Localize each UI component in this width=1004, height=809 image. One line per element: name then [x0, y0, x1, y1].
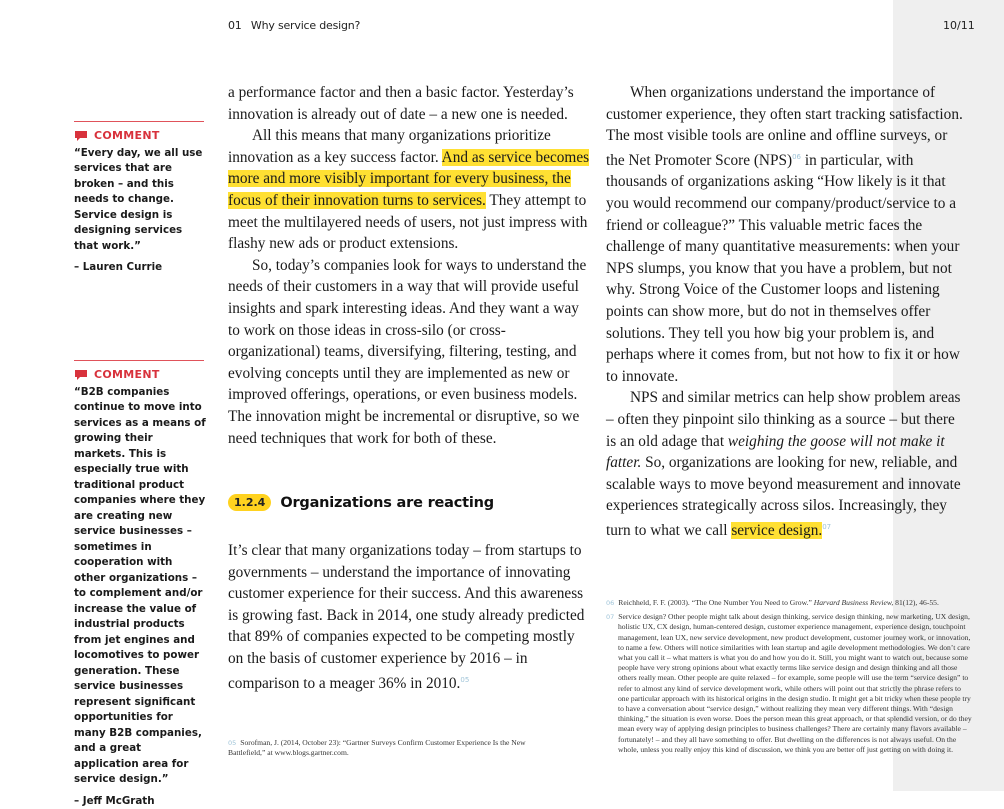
sidebar-comment: [74, 121, 206, 276]
paragraph: So, today’s companies look for ways to understand the needs of their customers in a way that will provide useful insights and spark interesting ideas. And they want a way to work on those ideas in cross-silo (or cross-organizational) teams, diversifying, filtering, testing, and evolving concepts until they are implemented as new or improved offerings, operations, or even business models. The innovation might be incremental or disruptive, so we need techniques that work for both of these.: [228, 255, 590, 449]
footnote: [606, 598, 972, 608]
footnote: [228, 738, 558, 758]
paragraph: [606, 387, 968, 541]
paragraph-text: All this means that many organizations prioritize innovation as a key success factor.: [228, 127, 551, 166]
comment-author: – Lauren Currie: [74, 260, 206, 276]
footnote-number: 07: [606, 613, 614, 621]
footnote-number: 05: [228, 739, 236, 747]
comment-divider: [74, 121, 204, 122]
paragraph-text: So, organizations are looking for new, reliable, and scalable ways to move beyond measurement and innovate experiences strategically across silos. Increasingly, they turn to what we call: [606, 454, 961, 539]
paragraph-text: NPS and similar metrics can help show problem areas – often they pinpoint silo thinking as a source – but there is an old adage that: [606, 389, 961, 449]
section-number-badge: 1.2.4: [228, 494, 271, 511]
footnote-ref[interactable]: 07: [822, 523, 831, 531]
footnote-text: Reichheld, F. F. (2003). “The One Number You Need to Grow.”: [618, 598, 813, 607]
italic-phrase: weighing the goose will not make it fatter.: [606, 433, 945, 472]
comment-header: [74, 128, 206, 144]
footnote-number: 06: [606, 599, 614, 607]
highlighted-text[interactable]: And as service becomes more and more visibly important for every business, the focus of their innovation turns to services.: [228, 149, 589, 209]
footnote-ref[interactable]: 06: [792, 153, 801, 161]
comment-author: – Jeff McGrath: [74, 794, 206, 809]
page-indicator: 10/11: [943, 19, 975, 32]
comment-header: [74, 367, 206, 383]
footnotes-right: [606, 598, 972, 755]
speech-bubble-icon: [74, 369, 88, 381]
footnote-text: Service design? Other people might talk about design thinking, service design thinking, new marketing, UX design, holistic UX, CX design, human-centered design, customer experience management, experience design, touchpoint management, lean UX, new service development, new product development, customer journey work, or innovation, to name a few. Others will notice similarities with lean startup and agile development methodologies. We don’t care what you call it – what matters is what you do and how you do it. Still, you might want to watch out, because some people have very strong opinions about what exactly terms like service design and design thinking and all those others really mean. Other people are quite relaxed – for example, some people will use the term “service design” to refer to almost any kind of service development work, while others will point out that strictly the phrase refers to one particular approach with its historical origins in the design studio. It might get a bit tricky when these people try to have a conversation about “service design,” without realizing they mean very different things. With “design thinking,” the situation is even worse. Does the person mean this great approach, or that splendid version, or do they mean every way of applying design principles to business challenges? There are certainly many flavors available – fortunately! – and they all have something to offer. But dwelling on the differences is not always useful. On the whole, unless you really enjoy this kind of discussion, we think you are better off just getting on with doing it.: [618, 612, 972, 754]
comment-quote: “B2B companies continue to move into services as a means of growing their markets. This is especially true with traditional product companies where they are creating new service businesses – sometimes in cooperation with other organizations – to complement and/or increase the value of industrial products from jet engines and locomotives to power generation. These service businesses represent significant opportunities for many B2B companies, and a great application area for service design.”: [74, 385, 206, 788]
paragraph: a performance factor and then a basic factor. Yesterday’s innovation is already out of date – a new one is needed.: [228, 82, 590, 125]
comment-quote: “Every day, we all use services that are broken – and this needs to change. Service design is designing services that work.”: [74, 146, 206, 255]
highlighted-text[interactable]: service design.: [731, 522, 822, 539]
paragraph-text: They attempt to meet the multilayered needs of users, not just impress with flashy new ads or product extensions.: [228, 192, 587, 252]
speech-bubble-icon: [74, 130, 88, 142]
body-column-right: [606, 82, 968, 542]
chapter-number: 01: [228, 19, 242, 32]
section-title: Organizations are reacting: [280, 495, 494, 511]
sidebar-comment: [74, 360, 206, 809]
paragraph: [606, 82, 968, 387]
footnote: [606, 612, 972, 755]
comment-label: COMMENT: [94, 367, 160, 383]
paragraph-text: When organizations understand the importance of customer experience, they often start tracking satisfaction. The most visible tools are online and offline surveys, or the Net Promoter Score (NPS): [606, 84, 963, 169]
section-heading: [228, 494, 494, 511]
paragraph-text: It’s clear that many organizations today – from startups to governments – understand the importance of innovating customer experience for their success. And this awareness is growing fast. Back in 2014, one study already predicted that 89% of companies expected to be competing mostly on the basis of customer experience by 2016 – in comparison to a meager 36% in 2010.: [228, 542, 584, 692]
footnote-text: Sorofman, J. (2014, October 23): “Gartner Surveys Confirm Customer Experience Is the New Battlefield,” at www.blogs.gartner.com.: [228, 738, 526, 757]
footnote-text: 81(12), 46-55.: [893, 598, 939, 607]
comment-divider: [74, 360, 204, 361]
paragraph: [228, 540, 590, 694]
body-column-left-section: [228, 540, 590, 694]
footnote-ref[interactable]: 05: [460, 676, 469, 684]
paragraph-text: in particular, with thousands of organizations asking “How likely is it that you would recommend our company/product/service to a friend or colleague?” This valuable metric faces the challenge of many quantitative measurements: when your NPS slumps, you know that you have a problem, but not why. Strong Voice of the Customer loops and listening points can show more, but do not in themselves offer solutions. They tell you how big your problem is, and perhaps where it comes from, but not how to fix it or how to innovate.: [606, 152, 960, 385]
running-header: [228, 19, 360, 32]
body-column-left: [228, 82, 590, 449]
comment-label: COMMENT: [94, 128, 160, 144]
paragraph: [228, 125, 590, 255]
footnote-journal: Harvard Business Review,: [814, 598, 894, 607]
chapter-title: Why service design?: [251, 19, 360, 32]
